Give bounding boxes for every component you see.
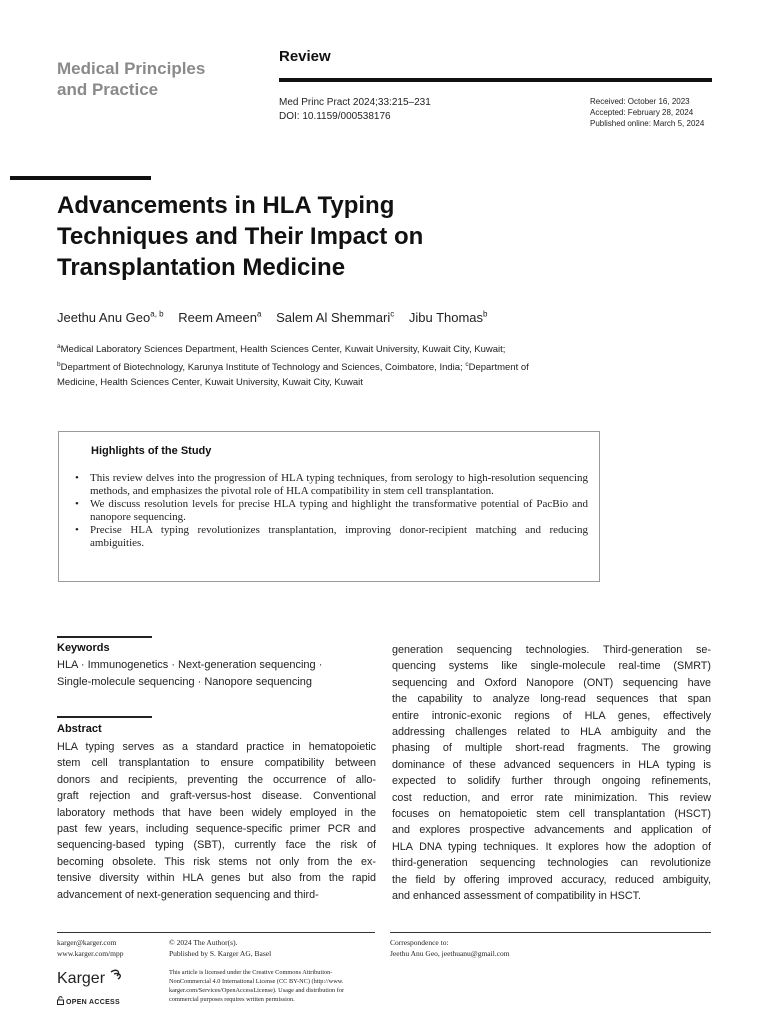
abstract-line: cost reduction, and error rate minimization. This review [392,791,711,804]
abstract-line: and explores prospective advancements and application of [392,824,711,837]
publisher-email[interactable]: karger@karger.com [57,938,117,947]
article-type: Review [279,48,331,65]
publisher-website[interactable]: www.karger.com/mpp [57,949,124,958]
journal-name-line2: and Practice [57,80,159,99]
license-line: commercial purposes requires written permission. [169,996,295,1003]
abstract-line: addressing challenges related to HLA ambiguity and the [392,726,711,739]
keywords-line: HLA · Immunogenetics · Next-generation sequencing · [57,659,323,671]
published-date: Published online: March 5, 2024 [590,119,705,128]
abstract-line: becoming obsolete. This risk stems not only from the ex- [57,855,376,868]
highlights-box [58,431,600,582]
author[interactable]: Salem Al Shemmari$^c$ [276,310,395,326]
keywords-line: Single-molecule sequencing · Nanopore sequencing [57,676,312,688]
highlight-item: • This review delves into the progression of HLA typing techniques, from serology to high-resolution sequencing methods, and emphasizes the pivotal role of HLA compatibility in stem cell transplantation. [73,472,588,498]
accepted-date: Accepted: February 28, 2024 [590,108,694,117]
license-text [169,968,379,1004]
highlight-item: • We discuss resolution levels for precise HLA typing and highlight the transformative potential of PacBio and nanopore sequencing. [73,498,588,524]
abstract-line: dominance of these advanced sequencers in HLA typing is [392,758,711,771]
keywords-rule [57,636,152,638]
publisher: Published by S. Karger AG, Basel [169,949,272,958]
abstract-line: HLA DNA typing techniques. It explores how the adoption of [392,840,711,853]
abstract-line: graft rejection and graft-versus-host disease. Conventional [57,790,376,803]
received-date: Received: October 16, 2023 [590,97,690,106]
open-access-label: OPEN ACCESS [66,999,120,1006]
doi[interactable]: DOI: 10.1159/000538176 [279,111,391,122]
article-title [57,190,577,283]
abstract-line: quencing systems like single-molecule real-time (SMRT) [392,660,711,673]
author-list [57,310,498,325]
abstract-left-column [57,739,376,903]
abstract-line: the capability to analyze long-read sequences that span [392,693,711,706]
correspondence-contact[interactable]: Jeethu Anu Geo, jeethuanu@gmail.com [390,949,510,958]
open-lock-icon [57,996,64,1005]
affiliation-line: Medicine, Health Sciences Center, Kuwait University, Kuwait City, Kuwait [57,377,363,389]
karger-logo [57,966,127,990]
title-line: Techniques and Their Impact on [57,223,424,250]
license-line: karger.com/Services/OpenAccessLicense). Usage and distribution for [169,987,345,994]
abstract-line: stem cell transplantation to ensure compatibility between [57,757,376,770]
citation-block [279,96,431,124]
abstract-right-column [392,642,711,905]
abstract-line: HLA typing serves as a standard practice in hematopoietic [57,741,376,753]
highlights-title: Highlights of the Study [91,445,212,457]
keywords-list [57,657,357,691]
abstract-heading: Abstract [57,723,102,735]
abstract-line: third-generation sequencing technologies can revolutionize [392,857,711,870]
copyright: © 2024 The Author(s). [169,938,238,947]
author[interactable]: Reem Ameen$^a$ [178,310,262,326]
abstract-line: and enhanced assessment of compatibility in HSCT. [392,890,642,903]
abstract-line: donors and recipients, preventing the occurrence of allo- [57,773,376,786]
author[interactable]: Jeethu Anu Geo$^{a, b}$ [57,310,164,326]
publisher-contact [57,937,123,959]
title-rule [10,176,151,180]
keywords-heading: Keywords [57,642,110,654]
footer-rule-left [57,932,375,933]
open-access-badge [57,996,120,1006]
author[interactable]: Jibu Thomas$^b$ [408,310,488,326]
karger-logo-text: Karger [57,970,106,987]
correspondence [390,937,510,959]
publication-dates [590,96,704,129]
abstract-line: past few years, including sequence-specific primer PCR and [57,823,376,836]
citation: Med Princ Pract 2024;33:215–231 [279,97,431,108]
copyright-block [169,937,271,959]
highlights-list [73,472,588,550]
affiliations [57,339,597,390]
correspondence-label: Correspondence to: [390,938,449,947]
abstract-line: generation sequencing technologies. Third-generation se- [392,644,711,656]
abstract-line: focuses on hematopoietic stem cell transplantation (HSCT) [392,808,711,821]
license-line: NonCommercial 4.0 International License (CC BY-NC) (http://www. [169,978,344,985]
abstract-rule [57,716,152,718]
license-line: This article is licensed under the Creative Commons Attribution- [169,969,333,976]
abstract-line: sequencing-based typing (SBT), currently face the risk of [57,839,376,852]
abstract-line: entire intronic-exonic regions of HLA genes, effectively [392,709,711,722]
abstract-line: phasing of multiple short-read fragments. The growing [392,742,711,755]
abstract-line: expected to solidify further through ongoing refinements, [392,775,711,788]
journal-name [57,58,257,100]
footer-rule-right [390,932,711,933]
title-line: Advancements in HLA Typing [57,192,395,219]
abstract-line: tensive diversity within HLA genes but also from the rapid [57,872,376,885]
title-line: Transplantation Medicine [57,254,346,281]
abstract-line: advancement of next-generation sequencing and third- [57,888,319,901]
journal-name-line1: Medical Principles [57,59,206,78]
affiliation-line: $^a$Medical Laboratory Sciences Department, Health Sciences Center, Kuwait University, Kuwait City, Kuwait; [57,343,506,356]
abstract-line: sequencing and Oxford Nanopore (ONT) sequencing have [392,676,711,689]
header-rule [279,78,712,82]
abstract-line: laboratory methods that have been widely employed in the [57,806,376,819]
affiliation-line: $^b$Department of Biotechnology, Karunya Institute of Technology and Sciences, Coimbatore, India; $^c$Department of [57,361,529,374]
abstract-line: the field by offering improved accuracy, reduced ambiguity, [392,873,711,886]
highlight-item: • Precise HLA typing revolutionizes transplantation, improving donor-recipient matching and reducing ambiguities. [73,524,588,550]
